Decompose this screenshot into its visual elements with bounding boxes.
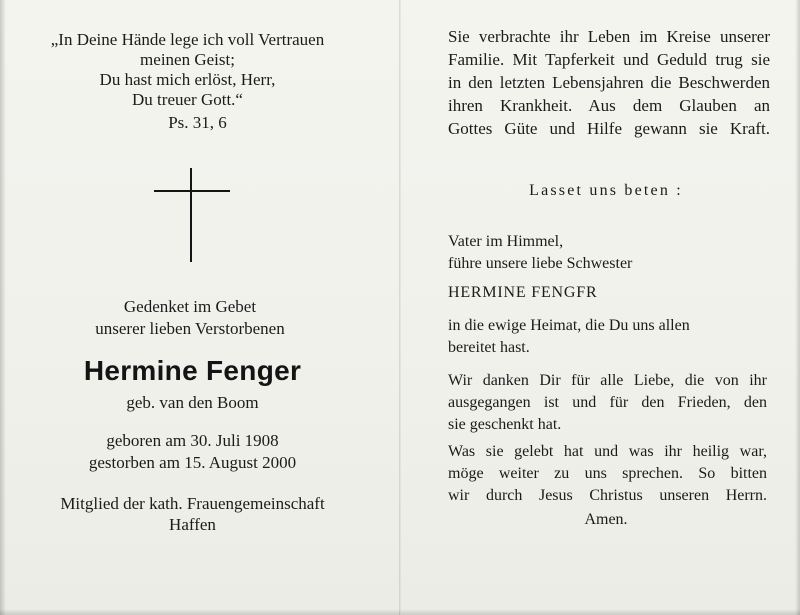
death-date: gestorben am 15. August 2000 xyxy=(88,453,297,472)
prayer-closing xyxy=(448,441,767,507)
prayer-thanks xyxy=(448,370,767,436)
prayer-line: führe unsere liebe Schwester xyxy=(448,255,633,272)
prayer-line: sie geschenkt hat. xyxy=(448,416,562,433)
psalm-verse-line: meinen Geist; xyxy=(140,50,235,69)
remember-in-prayer xyxy=(40,296,340,340)
prayer-line: Vater im Himmel, xyxy=(448,233,564,250)
prayer-line: bereitet hast. xyxy=(448,339,530,356)
amen: Amen. xyxy=(584,511,628,528)
right-panel xyxy=(401,0,800,615)
maiden-name: geb. van den Boom xyxy=(126,393,259,412)
psalm-verse-line: „In Deine Hände lege ich voll Vertrauen xyxy=(50,30,325,49)
prayer-heading: Lasset uns beten : xyxy=(529,182,683,199)
psalm-verse-line: Du hast mich erlöst, Herr, xyxy=(99,70,276,89)
biography-line: ihren Krankheit. Aus dem Glauben an xyxy=(448,96,770,115)
biography-line: Gottes Güte und Hilfe gewann sie Kraft. xyxy=(448,119,770,138)
cross-vertical-bar xyxy=(190,168,192,262)
prayer-deceased-name: HERMINE FENGFR xyxy=(448,284,598,301)
cross-horizontal-bar xyxy=(154,190,230,192)
membership xyxy=(20,493,365,535)
biography-line: Familie. Mit Tapferkeit und Geduld trug sie xyxy=(448,50,770,69)
prayer-line: Wir danken Dir für alle Liebe, die von ihr xyxy=(448,372,767,389)
prayer-opening xyxy=(448,231,748,275)
remember-line: unserer lieben Verstorbenen xyxy=(95,319,285,338)
psalm-reference: Ps. 31, 6 xyxy=(168,113,227,132)
birth-date: geboren am 30. Juli 1908 xyxy=(106,431,279,450)
cross-icon xyxy=(154,168,230,262)
biography-line: Sie verbrachte ihr Leben im Kreise unserer xyxy=(448,27,770,46)
prayer-line: wir durch Jesus Christus unseren Herrn. xyxy=(448,487,767,504)
psalm-verse-line: Du treuer Gott.“ xyxy=(132,90,243,109)
prayer-line: in die ewige Heimat, die Du uns allen xyxy=(448,317,690,334)
psalm-verse xyxy=(20,30,355,110)
deceased-name: Hermine Fenger xyxy=(83,355,302,386)
remember-line: Gedenket im Gebet xyxy=(123,297,257,316)
life-dates xyxy=(40,430,345,474)
prayer-line: ausgegangen ist und für den Frieden, den xyxy=(448,394,767,411)
prayer-line: möge weiter zu uns sprechen. So bitten xyxy=(448,465,767,482)
left-panel xyxy=(0,0,399,615)
membership-line: Haffen xyxy=(169,515,216,534)
biography-text xyxy=(448,25,770,140)
membership-line: Mitglied der kath. Frauengemeinschaft xyxy=(60,494,325,513)
prayer-heaven xyxy=(448,315,748,359)
prayer-line: Was sie gelebt hat und was ihr heilig war, xyxy=(448,443,767,460)
biography-line: in den letzten Lebensjahren die Beschwerden xyxy=(448,73,770,92)
